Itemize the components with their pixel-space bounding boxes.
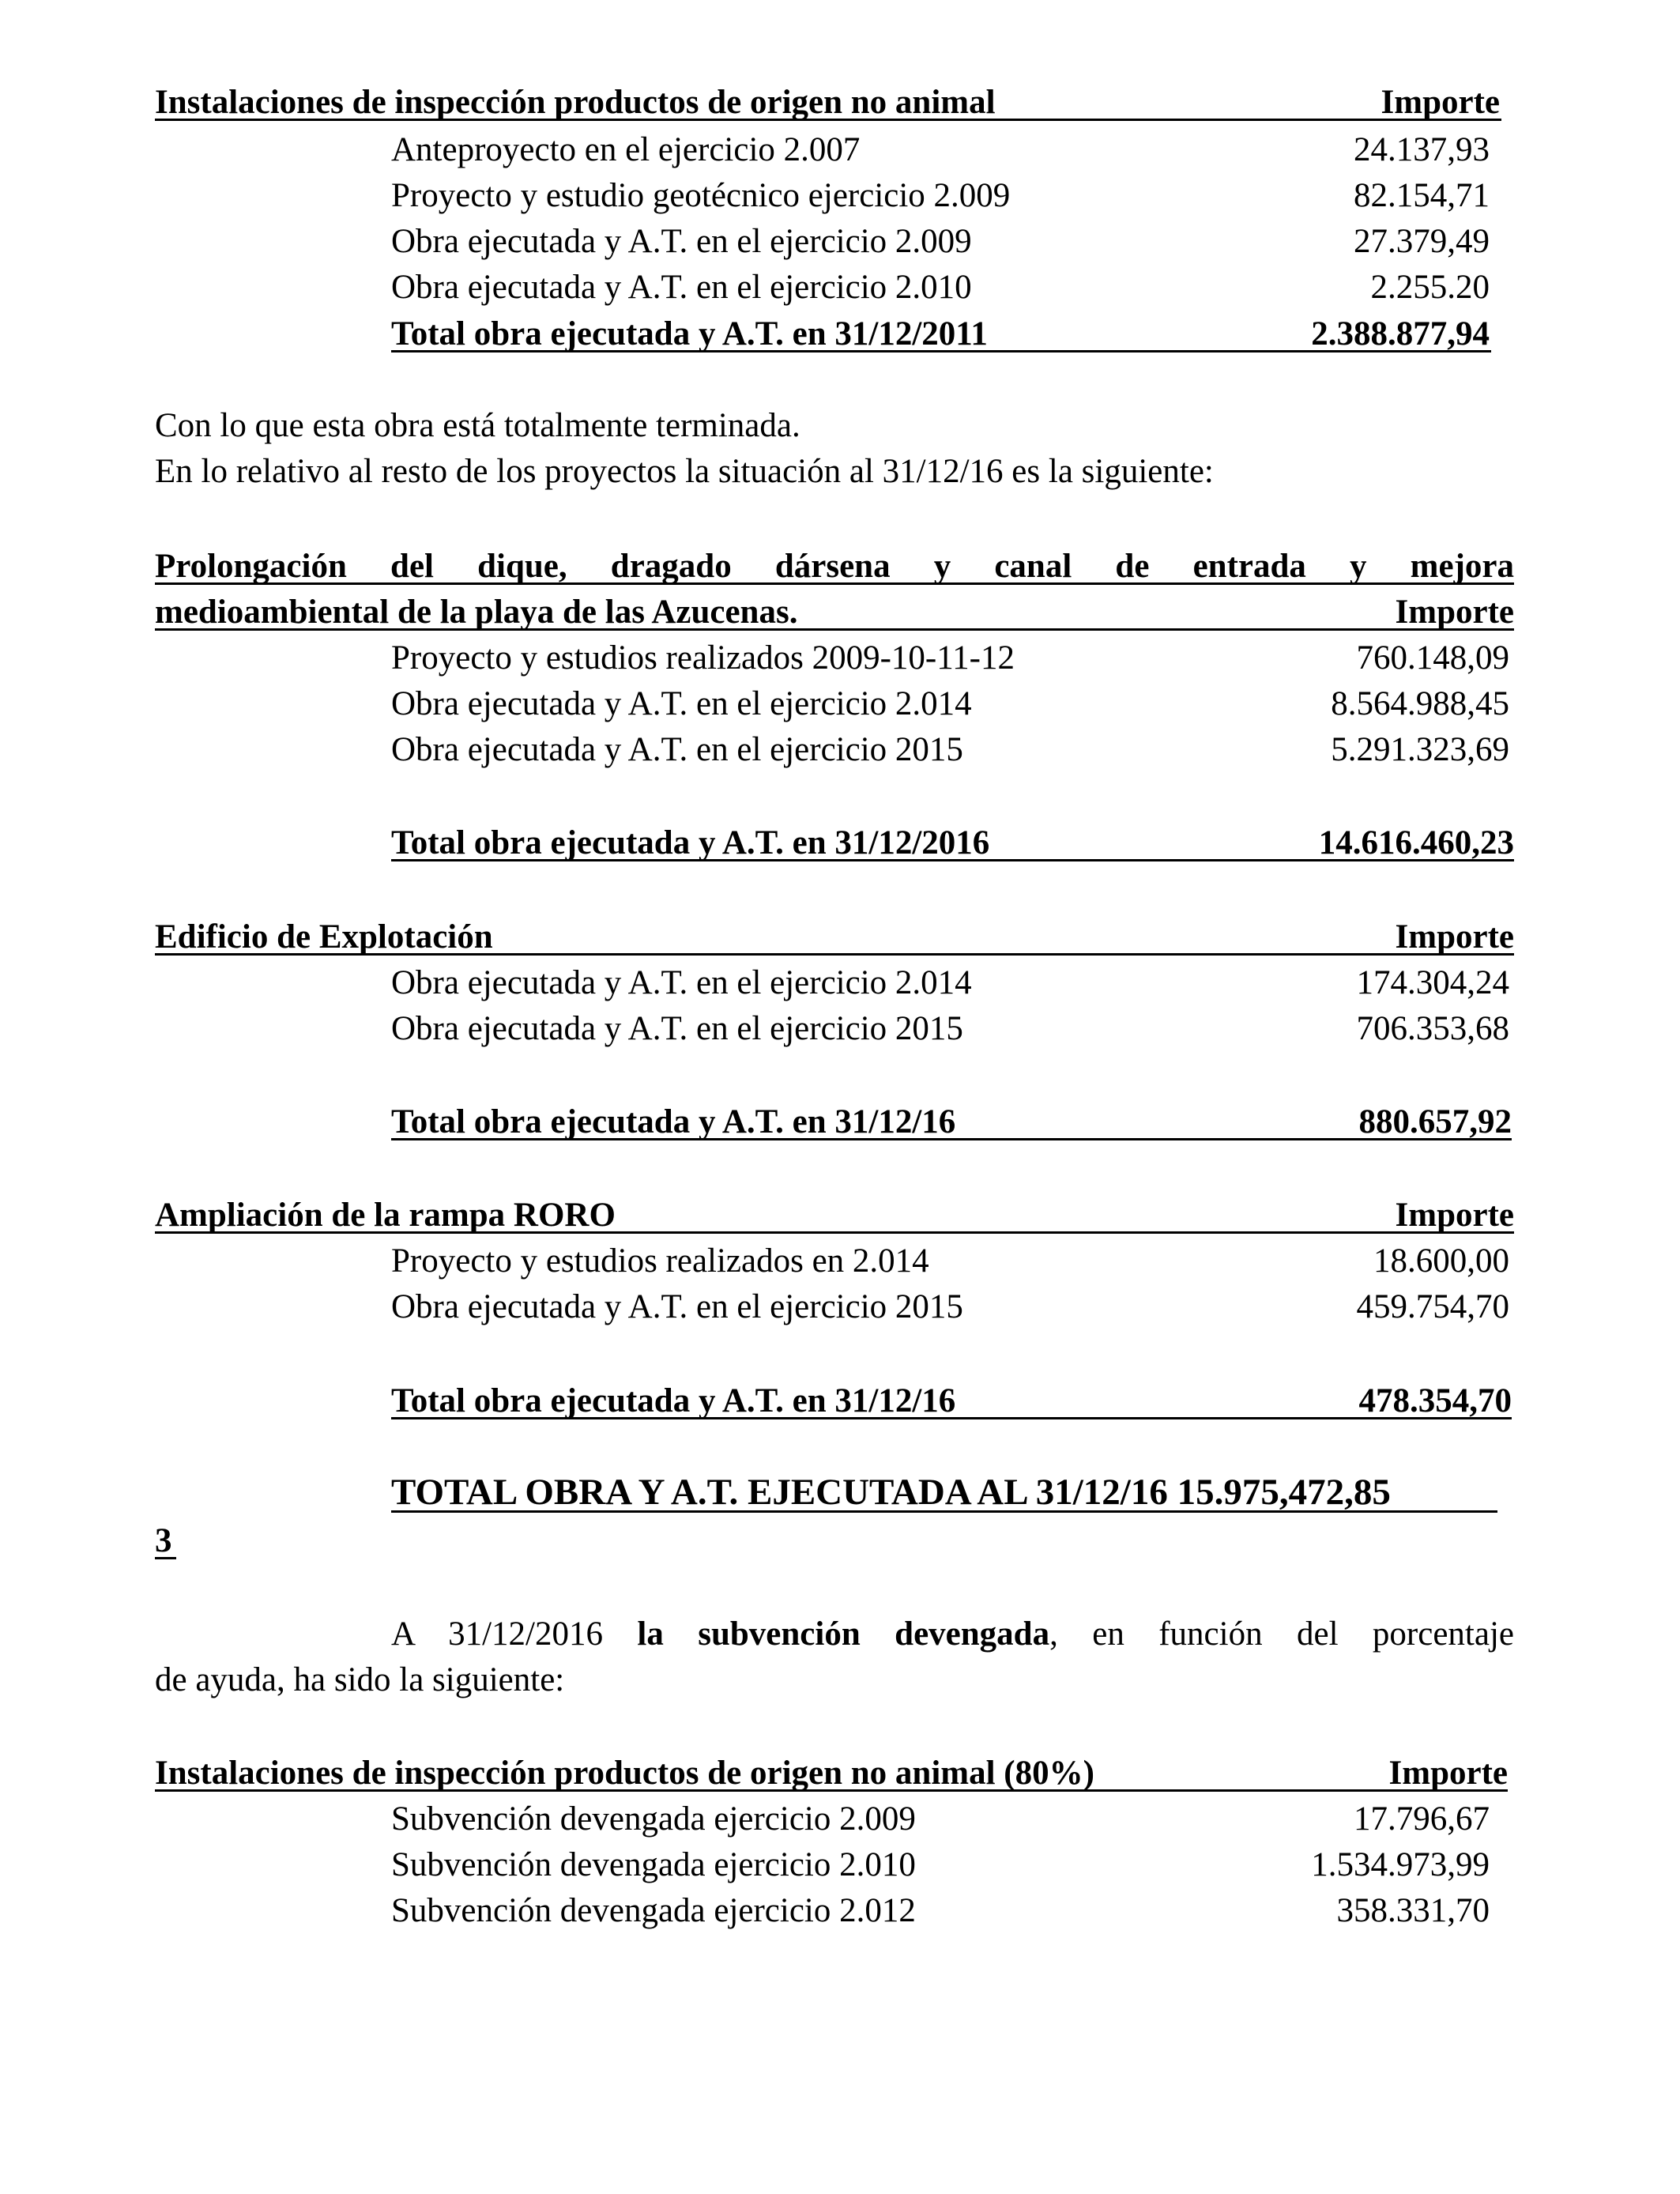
section5-row-value: 17.796,67 [1354, 1800, 1490, 1838]
section3-total-label: Total obra ejecutada y A.T. en 31/12/16 [391, 1103, 956, 1140]
paragraph-resto-proyectos: En lo relativo al resto de los proyectos la situación al 31/12/16 es la siguiente: [155, 453, 1214, 490]
section4-importe-header: Importe [1395, 1197, 1514, 1234]
section1-row-value: 2.255.20 [1370, 269, 1490, 306]
section4-title-underline [155, 1231, 1514, 1234]
section4-row-label: Proyecto y estudios realizados en 2.014 [391, 1242, 929, 1280]
section3-total-value: 880.657,92 [1358, 1103, 1512, 1140]
section1-row-value: 27.379,49 [1354, 223, 1490, 260]
section1-importe-header: Importe [1381, 84, 1500, 121]
section3-title-underline [155, 953, 1514, 956]
section2-title-line1: Prolongación del dique, dragado dársena y canal de entrada y mejora [155, 548, 1514, 585]
section2-total-underline [391, 859, 1514, 861]
section3-title: Edificio de Explotación [155, 918, 493, 956]
section2-total-label: Total obra ejecutada y A.T. en 31/12/2016 [391, 824, 990, 861]
grand-total: TOTAL OBRA Y A.T. EJECUTADA AL 31/12/16 15.975,472,85 [391, 1472, 1391, 1513]
section1-total-value: 2.388.877,94 [1311, 315, 1490, 352]
section-number-underline [155, 1557, 176, 1559]
section5-title-underline [155, 1789, 1508, 1792]
section5-title: Instalaciones de inspección productos de origen no animal (80%) [155, 1755, 1094, 1792]
section5-row-label: Subvención devengada ejercicio 2.010 [391, 1846, 916, 1883]
section3-row-value: 174.304,24 [1356, 964, 1509, 1001]
section-number: 3 [155, 1522, 172, 1559]
section1-row-value: 24.137,93 [1354, 131, 1490, 168]
paragraph-subvencion-line2: de ayuda, ha sido la siguiente: [155, 1661, 565, 1698]
section3-importe-header: Importe [1395, 918, 1514, 956]
section2-title-line2-underline [155, 628, 1514, 631]
section2-row-label: Obra ejecutada y A.T. en el ejercicio 2015 [391, 731, 963, 768]
paragraph-obra-terminada: Con lo que esta obra está totalmente terminada. [155, 407, 800, 444]
section4-row-label: Obra ejecutada y A.T. en el ejercicio 2015 [391, 1288, 963, 1325]
section1-total-underline [391, 350, 1491, 352]
section2-total-value: 14.616.460,23 [1318, 824, 1514, 861]
section1-row-label: Obra ejecutada y A.T. en el ejercicio 2.009 [391, 223, 972, 260]
section1-row-value: 82.154,71 [1354, 177, 1490, 214]
paragraph-subvencion-line1: A 31/12/2016 la subvención devengada, en función del porcentaje [391, 1615, 1514, 1653]
section2-row-value: 5.291.323,69 [1331, 731, 1509, 768]
section2-row-value: 8.564.988,45 [1331, 685, 1509, 722]
section2-importe-header: Importe [1395, 594, 1514, 631]
section4-total-underline [391, 1417, 1512, 1419]
section5-row-label: Subvención devengada ejercicio 2.009 [391, 1800, 916, 1838]
section1-title-underline [155, 119, 1501, 121]
section4-row-value: 459.754,70 [1356, 1288, 1509, 1325]
section2-row-label: Proyecto y estudios realizados 2009-10-11-12 [391, 639, 1015, 677]
section1-row-label: Anteproyecto en el ejercicio 2.007 [391, 131, 861, 168]
section1-total-label: Total obra ejecutada y A.T. en 31/12/2011 [391, 315, 988, 352]
section2-row-value: 760.148,09 [1356, 639, 1509, 677]
section3-row-value: 706.353,68 [1356, 1010, 1509, 1047]
section5-row-label: Subvención devengada ejercicio 2.012 [391, 1892, 916, 1929]
section3-row-label: Obra ejecutada y A.T. en el ejercicio 2015 [391, 1010, 963, 1047]
section5-importe-header: Importe [1388, 1755, 1508, 1792]
section1-row-label: Proyecto y estudio geotécnico ejercicio 2.009 [391, 177, 1011, 214]
section3-row-label: Obra ejecutada y A.T. en el ejercicio 2.014 [391, 964, 972, 1001]
section1-row-label: Obra ejecutada y A.T. en el ejercicio 2.010 [391, 269, 972, 306]
section4-total-label: Total obra ejecutada y A.T. en 31/12/16 [391, 1382, 956, 1419]
section4-total-value: 478.354,70 [1358, 1382, 1512, 1419]
section5-row-value: 1.534.973,99 [1311, 1846, 1490, 1883]
section2-title-line2: medioambiental de la playa de las Azucenas. [155, 594, 798, 631]
section4-row-value: 18.600,00 [1373, 1242, 1509, 1280]
section2-title-line1-underline [155, 582, 1514, 585]
section4-title: Ampliación de la rampa RORO [155, 1197, 616, 1234]
subvencion-devengada-bold: la subvención devengada [637, 1615, 1050, 1653]
section5-row-value: 358.331,70 [1336, 1892, 1490, 1929]
grand-total-underline [391, 1510, 1497, 1513]
section3-total-underline [391, 1138, 1512, 1140]
section2-row-label: Obra ejecutada y A.T. en el ejercicio 2.014 [391, 685, 972, 722]
section1-title: Instalaciones de inspección productos de origen no animal [155, 84, 996, 121]
